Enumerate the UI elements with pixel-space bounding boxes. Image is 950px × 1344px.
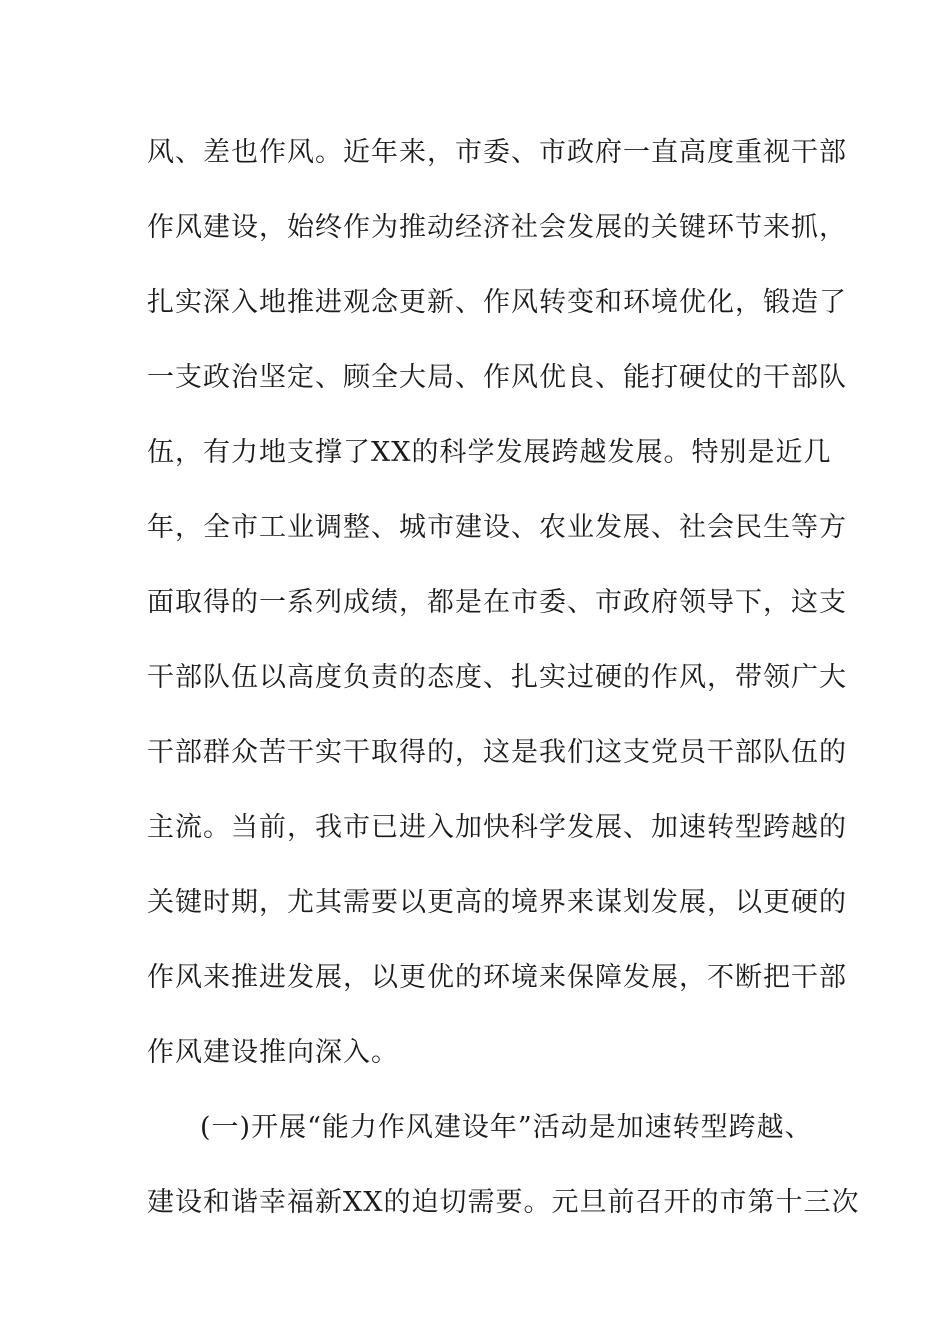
- text-line: 作风建设推向深入。: [147, 1037, 399, 1068]
- text-line: 年，全市工业调整、城市建设、农业发展、社会民生等方: [147, 512, 847, 543]
- text-line: 关键时期，尤其需要以更高的境界来谋划发展，以更硬的: [147, 887, 847, 918]
- text-line: 干部队伍以高度负责的态度、扎实过硬的作风，带领广大: [147, 662, 847, 693]
- text-line: 面取得的一系列成绩，都是在市委、市政府领导下，这支: [147, 587, 847, 618]
- section-heading-line: (一)开展“能力作风建设年”活动是加速转型跨越、: [200, 1112, 813, 1143]
- text-line: 干部群众苦干实干取得的，这是我们这支党员干部队伍的: [147, 737, 847, 768]
- text-line: 扎实深入地推进观念更新、作风转变和环境优化，锻造了: [147, 287, 847, 318]
- text-line: 风、差也作风。近年来，市委、市政府一直高度重视干部: [147, 137, 847, 168]
- text-line: 建设和谐幸福新XX的迫切需要。元旦前召开的市第十三次: [147, 1187, 860, 1218]
- text-line: 伍，有力地支撑了XX的科学发展跨越发展。特别是近几: [147, 437, 832, 468]
- text-line: 一支政治坚定、顾全大局、作风优良、能打硬仗的干部队: [147, 362, 847, 393]
- text-line: 作风来推进发展，以更优的环境来保障发展，不断把干部: [147, 962, 847, 993]
- text-line: 主流。当前，我市已进入加快科学发展、加速转型跨越的: [147, 812, 847, 843]
- text-line: 作风建设，始终作为推动经济社会发展的关键环节来抓，: [147, 212, 847, 243]
